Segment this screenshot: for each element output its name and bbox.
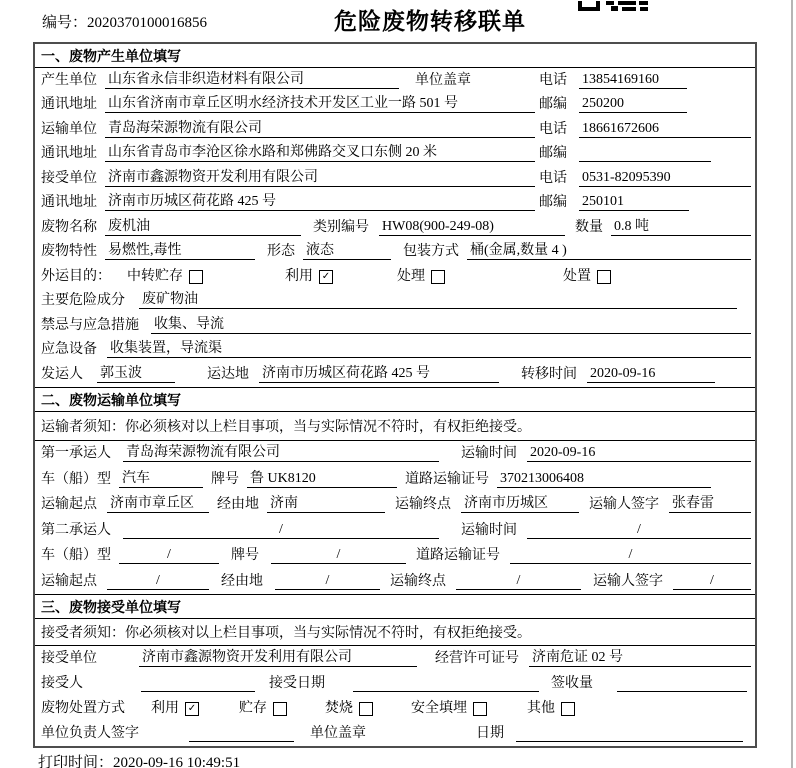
road-permit2-field: / <box>510 547 751 564</box>
transporter-address-row <box>35 142 755 167</box>
checkbox-disposal-storage <box>273 702 287 716</box>
print-time-label: 打印时间： <box>38 755 114 768</box>
address-label: 通讯地址 <box>41 146 97 161</box>
first-carrier-time-field: 2020-09-16 <box>527 445 751 462</box>
recipient-label: 接受人 <box>41 675 83 691</box>
packing-field: 桶(金属,数量 4 ) <box>467 239 751 260</box>
shipper-label: 发运人 <box>41 366 83 382</box>
phone-label: 电话 <box>539 121 567 137</box>
phone-label: 电话 <box>539 72 567 88</box>
second-carrier-field: / <box>123 522 439 539</box>
print-time-value: 2020-09-16 10:49:51 <box>113 755 241 768</box>
receive-date-field <box>353 691 539 692</box>
transport-purpose-row <box>35 264 755 289</box>
receiving-unit-field: 济南市鑫源物资开发利用有限公司 <box>139 646 417 667</box>
shipper-field: 郭玉波 <box>97 362 175 383</box>
carrier-sign-label: 运输人签字 <box>593 573 663 589</box>
form-label: 形态 <box>267 244 295 259</box>
road-permit-label: 道路运输证号 <box>405 471 489 487</box>
vehicle2-row <box>35 543 755 569</box>
producer-phone-field: 13854169160 <box>579 72 687 89</box>
date-field <box>516 741 743 742</box>
first-carrier-label: 第一承运人 <box>41 446 111 461</box>
manager-sign-label: 单位负责人签字 <box>41 725 139 741</box>
carrier2-sign-field: / <box>673 573 751 590</box>
packing-label: 包装方式 <box>403 244 459 259</box>
transporter-address-field: 山东省青岛市李沧区徐水路和郑佛路交叉口东侧 20 米 <box>105 141 535 162</box>
destination-label: 运达地 <box>207 366 249 382</box>
first-carrier-field: 青岛海荣源物流有限公司 <box>123 441 439 462</box>
option-label: 其他 <box>527 700 555 716</box>
route2-row <box>35 568 755 594</box>
receiving-unit-label: 接受单位 <box>41 650 97 666</box>
document-number-value: 2020370100016856 <box>87 15 208 31</box>
second-carrier-label: 第二承运人 <box>41 522 111 538</box>
disposal-option-utilize <box>151 697 199 717</box>
via1-field: 济南 <box>267 492 385 513</box>
producer-row <box>35 68 755 93</box>
carrier1-sign-field: 张春雷 <box>669 492 751 513</box>
unit-seal-label: 单位盖章 <box>415 72 471 88</box>
receiver-label: 接受单位 <box>41 170 97 186</box>
receiver-field: 济南市鑫源物资开发利用有限公司 <box>105 166 535 187</box>
print-time <box>38 751 240 768</box>
section1-header: 一、废物产生单位填写 <box>35 44 755 68</box>
emergency-equipment-row <box>35 338 755 363</box>
road-permit1-field: 370213006408 <box>497 471 711 488</box>
disposal-option-landfill <box>411 697 487 717</box>
vehicle-type-label: 车（船）型 <box>41 548 111 563</box>
transporter-row <box>35 117 755 142</box>
transport-time-label: 运输时间 <box>461 522 517 538</box>
zip-label: 邮编 <box>539 97 567 112</box>
vehicle1-row <box>35 466 755 492</box>
signed-amount-label: 签收量 <box>551 675 593 691</box>
purpose-option-dispose <box>563 265 611 285</box>
taboo-measures-field: 收集、导流 <box>151 313 751 334</box>
waste-name-row <box>35 215 755 240</box>
emergency-equipment-field: 收集装置，导流渠 <box>107 337 751 358</box>
option-label: 处置 <box>563 268 591 284</box>
plate-label: 牌号 <box>231 548 259 563</box>
purpose-option-transfer-storage <box>127 265 203 285</box>
vehicle1-type-field: 汽车 <box>119 467 203 488</box>
purpose-option-utilize <box>285 265 333 285</box>
option-label: 贮存 <box>239 700 267 716</box>
page-title: 危险废物转移联单 <box>334 8 526 34</box>
transporter-notice-text: 运输者须知：你必须核对以上栏目事项，当与实际情况不符时，有权拒绝接受。 <box>41 419 531 435</box>
section3-header: 三、废物接受单位填写 <box>35 594 755 619</box>
phone-label: 电话 <box>539 170 567 186</box>
receiver-address-row <box>35 191 755 216</box>
receiver-zip-field: 250101 <box>579 194 689 211</box>
producer-address-field: 山东省济南市章丘区明水经济技术开发区工业一路 501 号 <box>105 92 535 113</box>
endpoint2-field: / <box>456 573 581 590</box>
unit-seal-label: 单位盖章 <box>310 725 366 741</box>
page-edge-line <box>791 0 793 768</box>
option-label: 中转贮存 <box>127 268 183 284</box>
checkbox-disposal-landfill <box>473 702 487 716</box>
waste-character-field: 易燃性,毒性 <box>105 239 255 260</box>
transfer-time-field: 2020-09-16 <box>587 366 715 383</box>
origin2-field: / <box>107 573 209 590</box>
checkbox-disposal-utilize-checked: ✓ <box>185 702 199 716</box>
receiver-phone-field: 0531-82095390 <box>579 170 751 187</box>
manager-sign-row <box>35 721 755 746</box>
via2-field: / <box>275 573 380 590</box>
receiver-address-field: 济南市历城区荷花路 425 号 <box>105 190 535 211</box>
purpose-option-treat <box>397 265 445 285</box>
producer-address-row <box>35 93 755 118</box>
waste-character-row <box>35 240 755 265</box>
option-label: 利用 <box>285 268 313 284</box>
option-label: 利用 <box>151 700 179 716</box>
receiver-notice <box>35 619 755 646</box>
endpoint-label: 运输终点 <box>395 497 451 512</box>
receiving-unit-row <box>35 646 755 671</box>
taboo-measures-row <box>35 313 755 338</box>
address-label: 通讯地址 <box>41 195 97 210</box>
second-carrier-row <box>35 517 755 543</box>
transporter-notice <box>35 412 755 441</box>
destination-field: 济南市历城区荷花路 425 号 <box>259 362 499 383</box>
disposal-option-incinerate <box>325 697 373 717</box>
recipient-field <box>141 691 255 692</box>
route1-row <box>35 492 755 518</box>
document-number-label: 编号： <box>42 15 88 31</box>
checkbox-transfer-storage <box>189 270 203 284</box>
road-permit-label: 道路运输证号 <box>416 548 500 563</box>
producer-field: 山东省永信非织造材料有限公司 <box>105 68 399 89</box>
hazard-component-field: 废矿物油 <box>139 288 737 309</box>
waste-name-field: 废机油 <box>105 215 301 236</box>
disposal-method-label: 废物处置方式 <box>41 700 125 716</box>
receiver-notice-text: 接受者须知：你必须核对以上栏目事项，当与实际情况不符时，有权拒绝接受。 <box>41 625 531 641</box>
producer-zip-field: 250200 <box>579 96 687 113</box>
signed-amount-field <box>617 691 747 692</box>
category-label: 类别编号 <box>313 219 369 235</box>
option-label: 处理 <box>397 268 425 284</box>
checkbox-treat <box>431 270 445 284</box>
carrier-sign-label: 运输人签字 <box>589 497 659 512</box>
transporter-phone-field: 18661672606 <box>579 121 751 138</box>
option-label: 安全填埋 <box>411 700 467 716</box>
hazard-component-label: 主要危险成分 <box>41 293 125 308</box>
transporter-zip-field <box>579 161 711 162</box>
disposal-option-storage <box>239 697 287 717</box>
checkbox-dispose <box>597 270 611 284</box>
origin-label: 运输起点 <box>41 497 97 512</box>
first-carrier-row <box>35 441 755 467</box>
checkbox-disposal-other <box>561 702 575 716</box>
quantity-field: 0.8 吨 <box>611 215 751 236</box>
emergency-equipment-label: 应急设备 <box>41 342 97 357</box>
plate1-field: 鲁 UK8120 <box>247 467 397 488</box>
via-label: 经由地 <box>221 573 263 589</box>
vehicle-type-label: 车（船）型 <box>41 471 111 487</box>
origin-label: 运输起点 <box>41 573 97 589</box>
shipper-row <box>35 362 755 387</box>
date-label: 日期 <box>476 725 504 741</box>
waste-character-label: 废物特性 <box>41 244 97 259</box>
via-label: 经由地 <box>217 497 259 512</box>
checkbox-utilize-checked: ✓ <box>319 270 333 284</box>
transport-time-label: 运输时间 <box>461 446 517 461</box>
checkbox-disposal-incinerate <box>359 702 373 716</box>
endpoint1-field: 济南市历城区 <box>461 492 579 513</box>
hazard-component-row <box>35 289 755 314</box>
manifest-form <box>33 42 757 748</box>
zip-label: 邮编 <box>539 146 567 161</box>
transporter-field: 青岛海荣源物流有限公司 <box>105 117 535 138</box>
second-carrier-time-field: / <box>527 522 751 539</box>
category-field: HW08(900-249-08) <box>379 219 565 236</box>
license-field: 济南危证 02 号 <box>529 646 751 667</box>
plate-label: 牌号 <box>211 471 239 487</box>
transport-purpose-label: 外运目的： <box>41 268 111 284</box>
option-label: 焚烧 <box>325 700 353 716</box>
disposal-method-row <box>35 696 755 721</box>
receiver-row <box>35 166 755 191</box>
vehicle2-type-field: / <box>119 547 219 564</box>
transporter-label: 运输单位 <box>41 121 97 137</box>
waste-name-label: 废物名称 <box>41 219 97 235</box>
origin1-field: 济南市章丘区 <box>107 492 209 513</box>
form-field: 液态 <box>303 239 391 260</box>
manager-sign-field <box>189 741 294 742</box>
recipient-row <box>35 671 755 696</box>
endpoint-label: 运输终点 <box>390 573 446 589</box>
producer-label: 产生单位 <box>41 72 97 88</box>
transfer-time-label: 转移时间 <box>521 366 577 382</box>
quantity-label: 数量 <box>575 219 603 235</box>
license-label: 经营许可证号 <box>435 650 519 666</box>
address-label: 通讯地址 <box>41 97 97 112</box>
taboo-measures-label: 禁忌与应急措施 <box>41 317 139 333</box>
section2-header: 二、废物运输单位填写 <box>35 387 755 412</box>
zip-label: 邮编 <box>539 195 567 210</box>
plate2-field: / <box>271 547 406 564</box>
receive-date-label: 接受日期 <box>269 675 325 691</box>
disposal-option-other <box>527 697 575 717</box>
